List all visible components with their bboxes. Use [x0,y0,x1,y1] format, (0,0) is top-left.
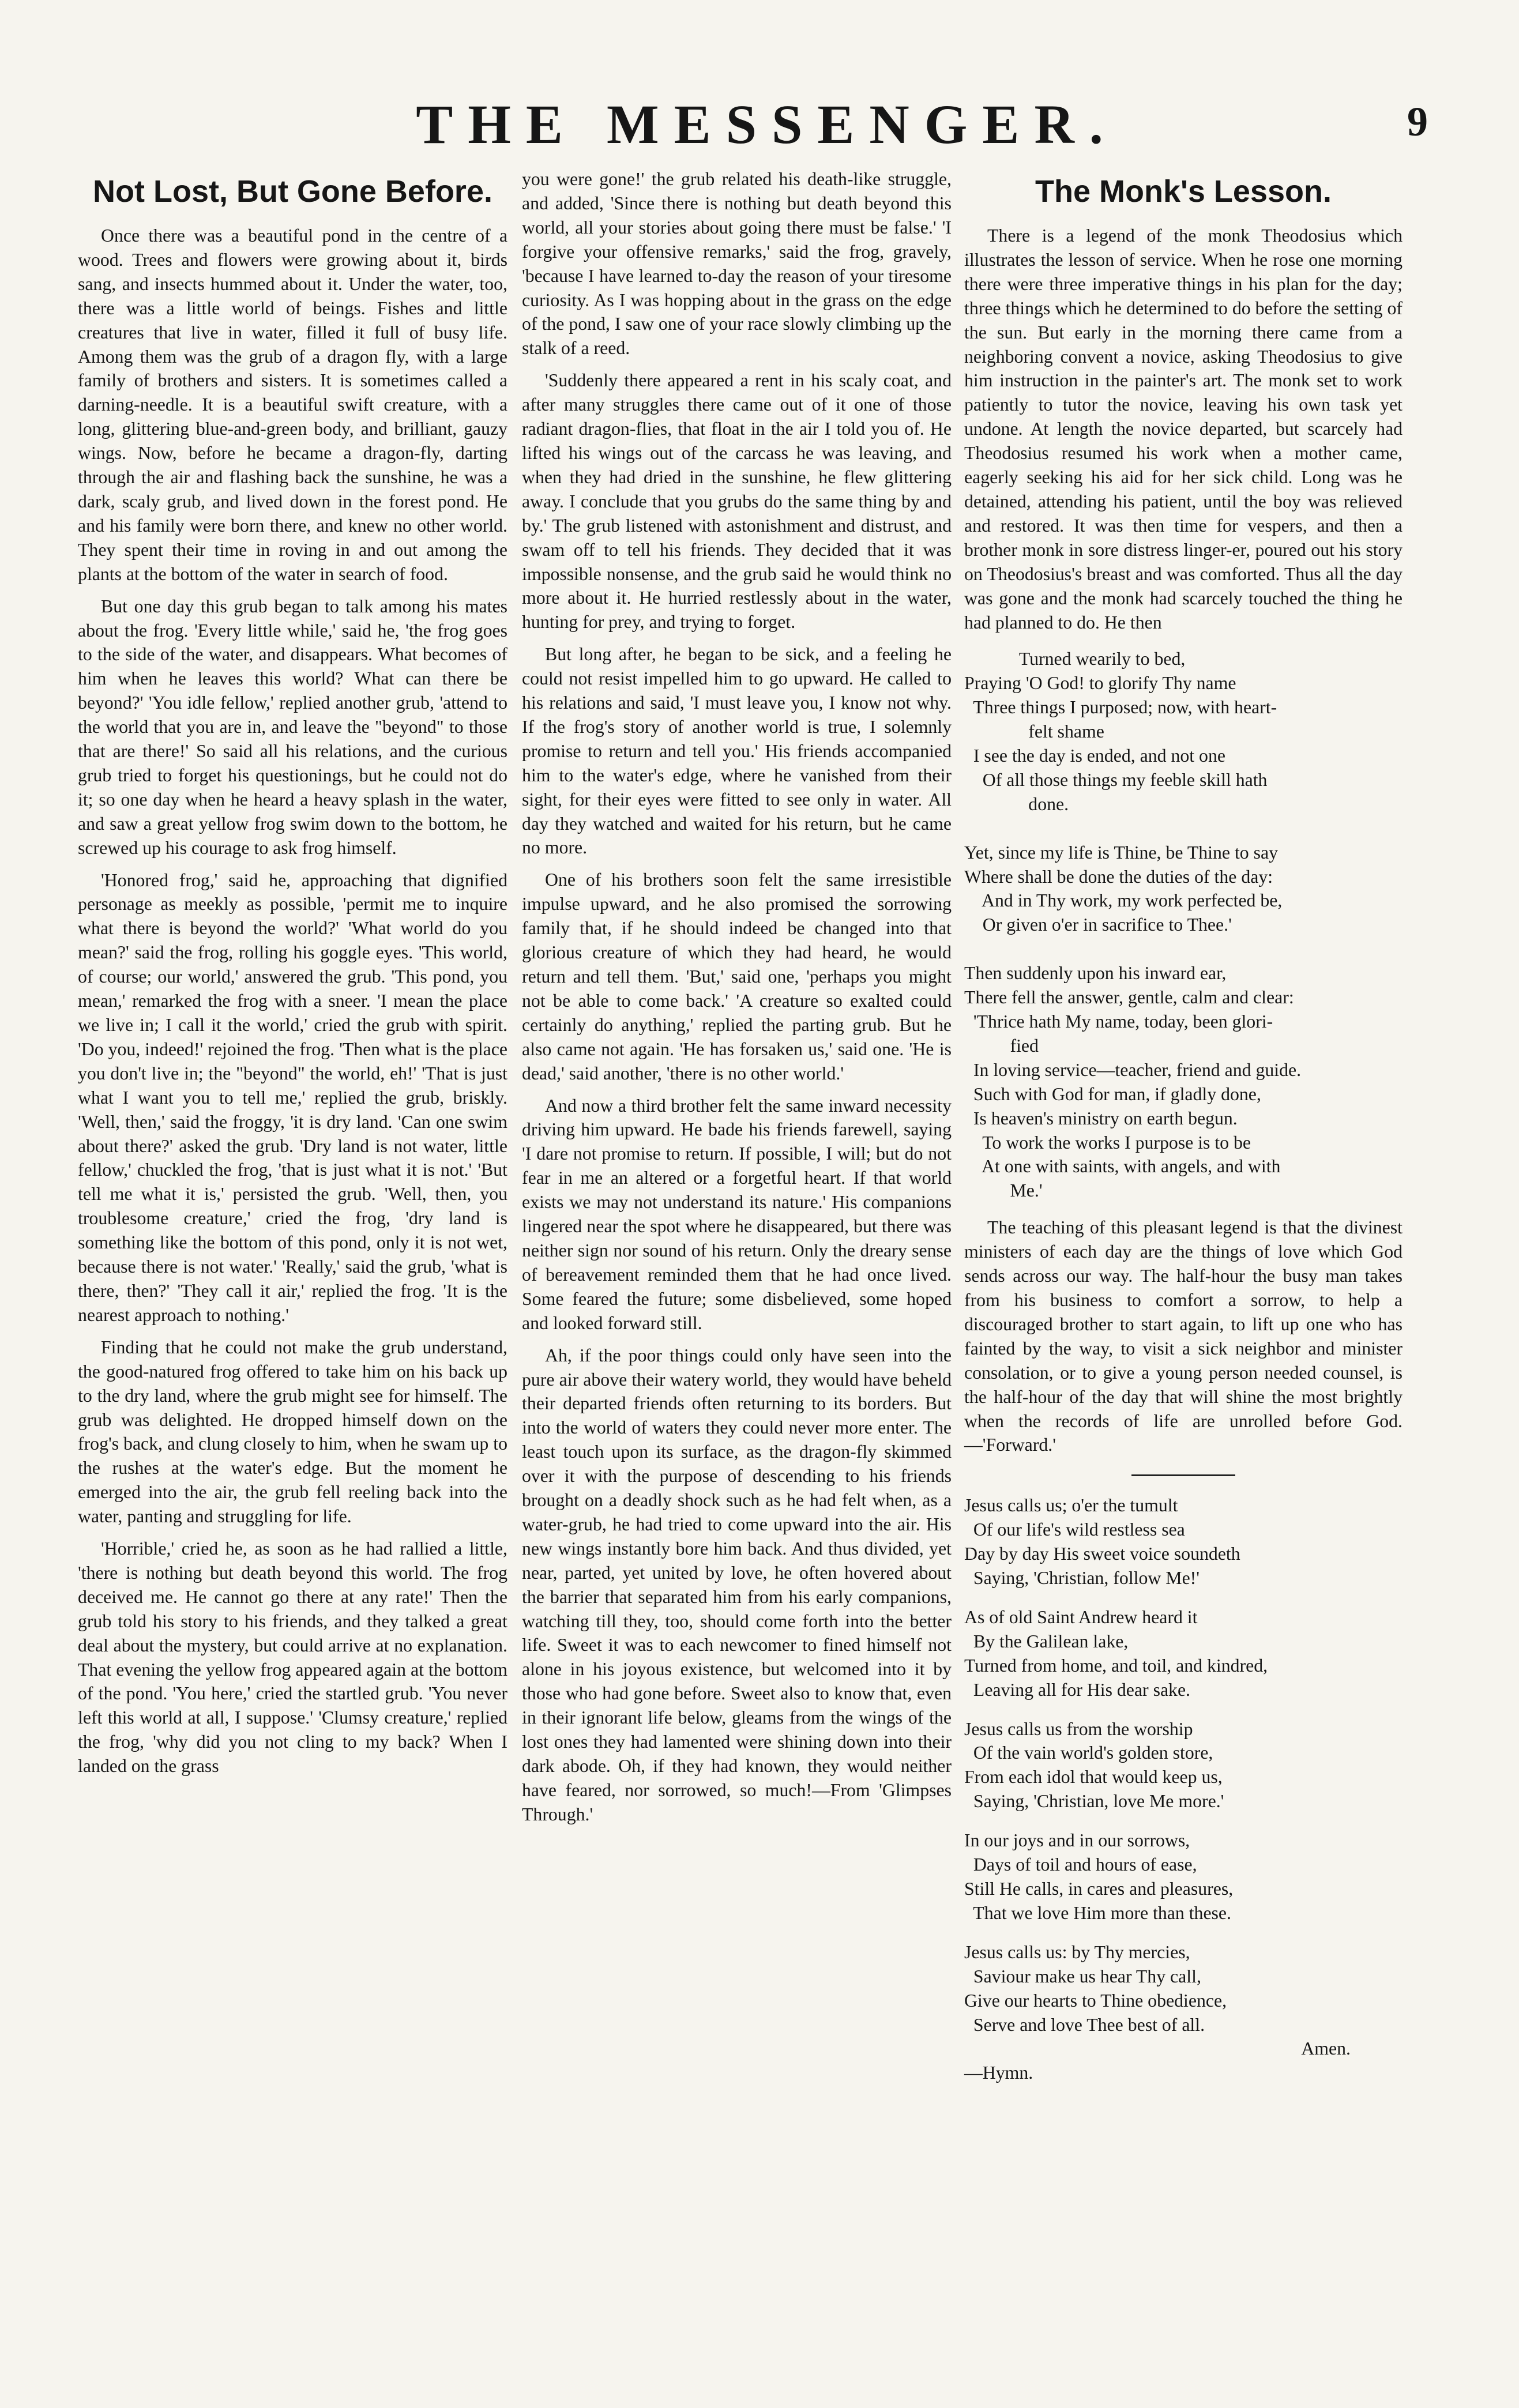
article-paragraph: 'Suddenly there appeared a rent in his scaly coat, and after many struggles there came out of it one of those radiant dragon-flies, that float in the air I told you of. He lifted his wings out of the carcass he was leaving, and when they had dried in the sunshine, he flew glittering away. I conclude that you grubs do the same thing by and by.' The grub listened with astonishment and distrust, and swam off to tell his friends. They decided that it was impossible nonsense, and the grub said he would think no more about it. He hurried restlessly about in the water, hunting for prey, and trying to forget. [522,370,952,633]
section-divider [1131,1474,1235,1476]
column-2 [522,167,952,1835]
article-paragraph: 'Horrible,' cried he, as soon as he had rallied a little, 'there is nothing but death beyond this world. The frog deceived me. He cannot go there at any rate!' Then the grub told his story to his friends, and they talked a great deal about the mystery, but could arrive at no explanation. That evening the yellow frog appeared again at the bottom of the pond. 'You here,' cried the startled grub. 'You never left this world at all, I suppose.' 'Clumsy creature,' replied the frog, 'why did you not cling to my back? When I landed on the grass [78,1538,507,1777]
hymn-line: Of the vain world's golden store, [964,1743,1213,1763]
column-3 [964,167,1403,2100]
article-paragraph: And now a third brother felt the same inward necessity driving him upward. He bade his friends farewell, saying 'I dare not promise to return. If possible, I will; but do not fear in me an altered or a forgetful heart. If that world exists we may not understand its nature.' His companions lingered near the spot where he disappeared, but there was neither sign nor sound of his return. Only the dreary sense of bereavement reminded them that he had once lived. Some feared the future; some disbelieved, some hoped and looked forward still. [522,1095,952,1333]
poem-line: I see the day is ended, and not one [964,746,1225,766]
hymn-stanza [964,1493,1403,1590]
poem-line [964,817,1403,841]
article-paragraph: Once there was a beautiful pond in the centre of a wood. Trees and flowers were growing about it, birds sang, and insects hummed about it. Under the water, too, there was a little world of beings. Fishes and little creatures that live in water, filled it full of busy life. Among them was the grub of a dragon fly, with a large family of brothers and sisters. It is sometimes called a darning-needle. It is a beautiful swift creature, with a long, glittering blue-and-green body, and brilliant, gauzy wings. Now, before he became a dragon-fly, darting through the air and flashing back the sunshine, he was a dark, scaly grub, and lived down in the forest pond. He and his family were born there, and knew no other world. They spent their time in roving in and out among the plants at the bottom of the water in search of food. [78,225,507,584]
article-paragraph: One of his brothers soon felt the same irresistible impulse upward, and he also promised the sorrowing family that, if he should indeed be changed into that glorious creature of which they had heard, he would return and tell them. 'But,' said one, 'perhaps you might not be able to come back.' 'A creature so exalted could certainly do anything,' replied the parting grub. But he also came not again. 'He has forsaken us,' said one. 'He is dead,' said another, 'there is no other world.' [522,870,952,1083]
poem-line: Of all those things my feeble skill hath [964,769,1268,790]
poem-line: Yet, since my life is Thine, be Thine to say [964,842,1279,863]
hymn-line: Jesus calls us: by Thy mercies, [964,1942,1190,1962]
hymn-line: From each idol that would keep us, [964,1767,1223,1788]
poem-line: Is heaven's ministry on earth begun. [964,1108,1238,1128]
poem-line: Where shall be done the duties of the day: [964,866,1273,887]
article-paragraph: 'Honored frog,' said he, approaching that dignified personage as meekly as possible, 'permit me to inquire what there is beyond the world?' 'What world do you mean?' said the frog, rolling his goggle eyes. 'This world, of course; our world,' answered the grub. 'This pond, you mean,' remarked the frog with a sneer. 'I mean the place we live in; I call it the world,' cried the grub with spirit. 'Do you, indeed!' rejoined the frog. 'Then what is the place you don't live in; the "beyond" the world, eh!' 'That is just what I want you to tell me,' replied the grub, briskly. 'Well, then,' said the froggy, 'it is dry land. 'Can one swim about there?' asked the grub. 'Dry land is not water, little fellow,' chuckled the frog, 'that is just what it is not.' 'But tell me what it is,' persisted the grub. 'Well, then, you troublesome creature,' cried the frog, 'dry land is something like the bottom of this pond, only it is not wet, because there is not water.' 'Really,' said the grub, 'what is there, then?' 'They call it air,' replied the frog. 'It is the nearest approach to nothing.' [78,870,507,1325]
poem-line: fied [964,1035,1039,1056]
poem-line: done. [964,793,1069,814]
column-1 [78,167,507,1786]
article-paragraph: Ah, if the poor things could only have seen into the pure air above their watery world, they would have beheld their departed friends often returning to its borders. But into the world of waters they could never more enter. The least touch upon its surface, as the dragon-fly skimmed over it with the purpose of descending to his friends brought on a deadly shock such as he had felt when, as a water-grub, he had tried to come upward into the air. His new wings instantly bore him back. And thus divided, yet near, parted, yet united by love, he often hovered about the barrier that separated him from his early companions, watching till they, too, should come forth into the better life. Sweet it was to each newcomer to fined himself not alone in his joyous existence, but welcomed into it by those who had gone before. Sweet also to know that, even in their ignorant life below, gleams from the wings of the lost ones they had lamented were shining down into their dark abode. Oh, if they had known, they would neither have feared, nor sorrowed, so much!—From 'Glimpses Through.' [522,1345,952,1824]
article-paragraph: The teaching of this pleasant legend is that the divinest ministers of each day are the things of love which God sends across our way. The half-hour the busy man takes from his business to comfort a sorrow, to help a discouraged brother to start again, to lift up one who has fainted by the way, to visit a sick neighbor and minister consolation, or to give a young person needed counsel, is the half-hour of the day that will shine the most brightly when the records of life are unrolled before God.—'Forward.' [964,1217,1403,1455]
hymn-line: By the Galilean lake, [964,1631,1129,1651]
hymn-stanza [964,1828,1403,1925]
hymn-line: That we love Him more than these. [964,1902,1231,1923]
poem-line: 'Thrice hath My name, today, been glori- [964,1011,1273,1032]
poem-line: There fell the answer, gentle, calm and clear: [964,987,1294,1008]
hymn-line: Day by day His sweet voice soundeth [964,1544,1240,1564]
masthead [0,86,1519,167]
hymn-credit: —Hymn. [964,2063,1033,2083]
poem-line: To work the works I purpose is to be [964,1132,1251,1153]
hymn [964,1493,1403,2085]
hymn-line: Turned from home, and toil, and kindred, [964,1655,1268,1676]
poem-line: Praying 'O God! to glorify Thy name [964,673,1236,694]
article-headline-monks-lesson: The Monk's Lesson. [1035,174,1332,209]
poem-line: And in Thy work, my work perfected be, [964,890,1283,911]
hymn-amen: Amen. [1301,2038,1351,2059]
hymn-stanza [964,1605,1403,1702]
hymn-line: Leaving all for His dear sake. [964,1679,1191,1700]
poem-line: felt shame [964,721,1104,742]
hymn-line: Jesus calls us; o'er the tumult [964,1495,1178,1516]
masthead-title: THE MESSENGER. [416,93,1118,155]
hymn-line: As of old Saint Andrew heard it [964,1606,1198,1627]
article-headline-not-lost: Not Lost, But Gone Before. [93,174,492,209]
hymn-line: Saviour make us hear Thy call, [964,1966,1201,1986]
poem-line: At one with saints, with angels, and with [964,1156,1281,1177]
hymn-line: Days of toil and hours of ease, [964,1854,1197,1875]
article-paragraph: There is a legend of the monk Theodosius which illustrates the lesson of service. When he rose one morning there were three imperative things in his plan for the day; three things which he determined to do before the setting of the sun. But early in the morning there came from a neighboring convent a novice, asking Theodosius to give him instruction in the painter's art. The monk set to work patiently to tutor the novice, leaving his own task yet undone. At length the novice departed, but scarcely had Theodosius resumed his work when a mother came, eagerly seeking his aid for her sick child. Long was he detained, attending his patient, until the boy was relieved and restored. It was then time for vespers, and then a brother monk in sore distress linger-er, poured out his story on Theodosius's breast and was comforted. Thus all the day was gone and the monk had scarcely touched the thing he had planned to do. He then [964,225,1403,633]
article-paragraph: But long after, he began to be sick, and a feeling he could not resist impelled him to go upward. He called to his relations and said, 'I must leave you, I know not why. If the frog's story of another world is true, I solemnly promise to return and tell you.' His friends accompanied him to the water's edge, where he vanished from their sight, for their eyes were fitted to see only in water. All day they watched and waited for his return, but he came no more. [522,644,952,858]
hymn-line: Give our hearts to Thine obedience, [964,1990,1227,2011]
poem-line: Such with God for man, if gladly done, [964,1083,1261,1104]
hymn-line: Jesus calls us from the worship [964,1718,1193,1739]
hymn-line: Still He calls, in cares and pleasures, [964,1879,1234,1899]
article-paragraph: But one day this grub began to talk among his mates about the frog. 'Every little while,' said he, 'the frog goes to the side of the water, and disappears. What becomes of him when he leaves this world? What can there be beyond?' 'You idle fellow,' replied another grub, 'attend to the world that you are in, and leave the "beyond" to those that are there!' So said all his relations, and the curious grub tried to forget his questionings, but he could not do it; so one day when he heard a heavy splash in the water, and saw a great yellow frog swim down to the bottom, he screwed up his courage to ask frog himself. [78,596,507,858]
poem [964,647,1403,1203]
hymn-line: Serve and love Thee best of all. [964,2014,1205,2035]
hymn-stanza [964,1717,1403,1814]
poem-line: Three things I purposed; now, with heart- [964,697,1277,718]
poem-line: Or given o'er in sacrifice to Thee.' [964,915,1232,935]
hymn-line: Saying, 'Christian, love Me more.' [964,1791,1224,1812]
article-paragraph: you were gone!' the grub related his death-like struggle, and added, 'Since there is nothing but death beyond this world, all your stories about going there must be false.' 'I forgive your offensive remarks,' said the frog, gravely, 'because I have learned to-day the reason of your tiresome curiosity. As I was hopping about in the grass on the edge of the pond, I saw one of your race slowly climbing up the stalk of a reed. [522,169,952,359]
poem-line: Then suddenly upon his inward ear, [964,963,1227,984]
hymn-stanza [964,1940,1403,2085]
poem-line: Me.' [964,1180,1043,1201]
poem-line: Turned wearily to bed, [964,649,1186,669]
hymn-line: Saying, 'Christian, follow Me!' [964,1568,1200,1589]
hymn-line: Of our life's wild restless sea [964,1519,1185,1540]
article-paragraph: Finding that he could not make the grub understand, the good-natured frog offered to take him on his back up to the dry land, where the grub might see for himself. The grub was delighted. He dropped himself down on the frog's back, and clung closely to him, when he swam up to the rushes at the water's edge. But the moment he emerged into the air, the grub fell reeling back into the water, panting and struggling for life. [78,1337,507,1527]
page-number: 9 [1407,99,1428,145]
poem-line: In loving service—teacher, friend and guide. [964,1059,1302,1080]
hymn-line: In our joys and in our sorrows, [964,1830,1190,1851]
poem-line [964,937,1403,961]
